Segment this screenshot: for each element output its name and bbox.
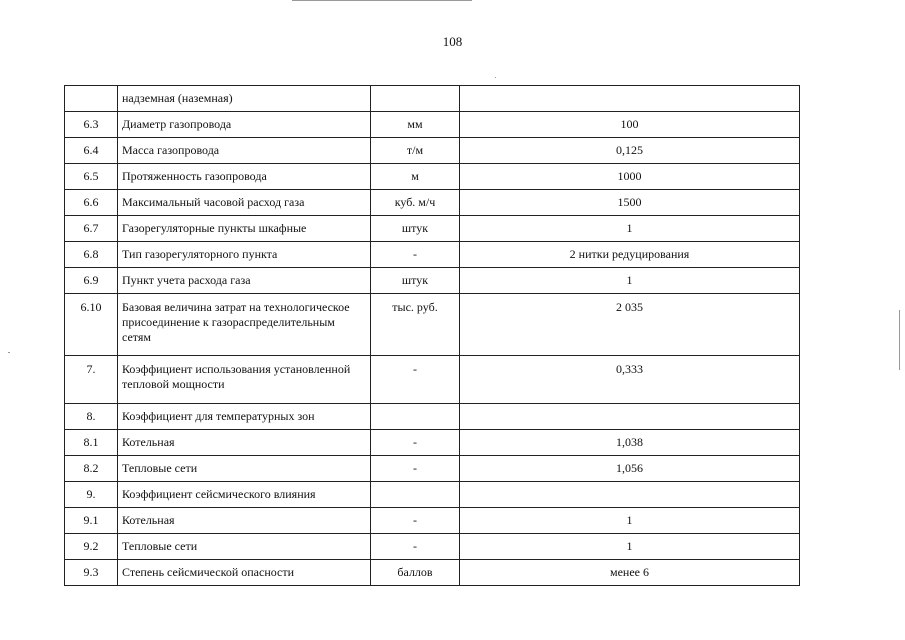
row-number-cell: 9.1 [65,508,118,534]
unit-cell [371,404,460,430]
table-body [65,86,800,586]
parameter-name-cell: Тип газорегуляторного пункта [118,242,371,268]
row-number-cell: 8.2 [65,456,118,482]
row-number-cell: 6.8 [65,242,118,268]
table-row [65,482,800,508]
unit-cell: баллов [371,560,460,586]
unit-cell: - [371,430,460,456]
parameter-name-cell: Коэффициент для температурных зон [118,404,371,430]
row-number-cell: 6.7 [65,216,118,242]
table-row [65,164,800,190]
value-cell: 2 035 [460,294,800,356]
parameter-name-cell: Газорегуляторные пункты шкафные [118,216,371,242]
table-row [65,190,800,216]
row-number-cell: 7. [65,356,118,404]
row-number-cell: 8.1 [65,430,118,456]
table-row [65,534,800,560]
page-number: 108 [442,34,463,49]
table-row [65,112,800,138]
value-cell: менее 6 [460,560,800,586]
row-number-cell: 6.4 [65,138,118,164]
table-row [65,268,800,294]
unit-cell: тыс. руб. [371,294,460,356]
scan-artifact-dot [495,77,496,78]
unit-cell: - [371,508,460,534]
parameter-name-cell: Коэффициент сейсмического влияния [118,482,371,508]
value-cell: 100 [460,112,800,138]
row-number-cell: 9.2 [65,534,118,560]
unit-cell [371,86,460,112]
row-number-cell: 8. [65,404,118,430]
value-cell [460,482,800,508]
value-cell: 1000 [460,164,800,190]
table-row [65,430,800,456]
value-cell: 1,056 [460,456,800,482]
parameters-table [64,85,800,586]
parameter-name-cell: Диаметр газопровода [118,112,371,138]
value-cell [460,86,800,112]
scan-artifact-left [8,352,10,353]
value-cell: 2 нитки редуцирования [460,242,800,268]
table-row [65,508,800,534]
row-number-cell: 6.9 [65,268,118,294]
parameter-name-cell: Тепловые сети [118,534,371,560]
value-cell: 0,333 [460,356,800,404]
parameter-name-cell: Тепловые сети [118,456,371,482]
parameter-name-cell: Коэффициент использования установленной тепловой мощности [118,356,371,404]
unit-cell: т/м [371,138,460,164]
parameter-name-cell: Степень сейсмической опасности [118,560,371,586]
unit-cell: - [371,456,460,482]
scan-artifact-right [899,310,900,370]
unit-cell: - [371,534,460,560]
row-number-cell [65,86,118,112]
unit-cell: - [371,356,460,404]
parameter-name-cell: надземная (наземная) [118,86,371,112]
row-number-cell: 9. [65,482,118,508]
parameter-name-cell: Базовая величина затрат на технологическое присоединение к газораспределительным сетям [118,294,371,356]
value-cell: 1 [460,268,800,294]
row-number-cell: 6.3 [65,112,118,138]
unit-cell [371,482,460,508]
parameter-name-cell: Протяженность газопровода [118,164,371,190]
unit-cell: штук [371,216,460,242]
unit-cell: мм [371,112,460,138]
scan-artifact-top [292,0,472,1]
row-number-cell: 6.5 [65,164,118,190]
unit-cell: м [371,164,460,190]
table-row [65,356,800,404]
row-number-cell: 6.6 [65,190,118,216]
table-row [65,404,800,430]
row-number-cell: 6.10 [65,294,118,356]
value-cell: 1500 [460,190,800,216]
value-cell: 1 [460,508,800,534]
unit-cell: - [371,242,460,268]
table-row [65,216,800,242]
parameter-name-cell: Котельная [118,508,371,534]
unit-cell: куб. м/ч [371,190,460,216]
value-cell: 0,125 [460,138,800,164]
parameter-name-cell: Котельная [118,430,371,456]
table-row [65,560,800,586]
table-row [65,242,800,268]
parameter-name-cell: Масса газопровода [118,138,371,164]
value-cell: 1 [460,534,800,560]
table-row [65,86,800,112]
value-cell: 1,038 [460,430,800,456]
table-row [65,294,800,356]
row-number-cell: 9.3 [65,560,118,586]
parameter-name-cell: Максимальный часовой расход газа [118,190,371,216]
table-row [65,456,800,482]
table-row [65,138,800,164]
parameter-name-cell: Пункт учета расхода газа [118,268,371,294]
value-cell: 1 [460,216,800,242]
unit-cell: штук [371,268,460,294]
value-cell [460,404,800,430]
